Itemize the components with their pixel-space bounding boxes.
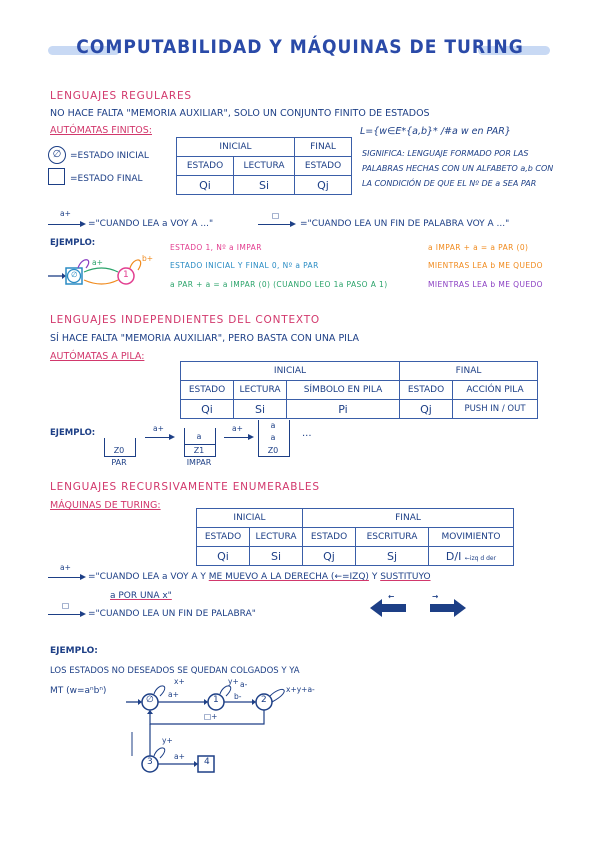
example-state0: ∅	[71, 270, 78, 279]
tm-read-rule-a: ="CUANDO LEA a VOY A Y	[88, 572, 206, 582]
example-state1: 1	[123, 270, 129, 280]
read-arrow	[48, 224, 84, 225]
table-cell	[429, 547, 514, 566]
stack-arrow-1	[145, 437, 173, 438]
tm-label-a: a+	[168, 690, 179, 699]
table-header: ESTADO	[197, 528, 250, 547]
tm-state-3: 3	[147, 757, 153, 767]
table-cell: Qi	[197, 547, 250, 566]
regular-example-label: EJEMPLO:	[50, 238, 96, 248]
tm-label-b: b-	[234, 692, 242, 701]
table-header: ESTADO	[295, 157, 352, 176]
tm-state-0: ∅	[146, 695, 154, 705]
tm-state-4: 4	[204, 757, 210, 767]
stack-1-caption: PAR	[111, 458, 127, 467]
table-header: ESTADO	[303, 528, 356, 547]
turing-machines-label: MÁQUINAS DE TURING:	[50, 500, 161, 511]
table-header: ESTADO	[177, 157, 234, 176]
recursive-heading: LENGUAJES RECURSIVAMENTE ENUMERABLES	[50, 481, 320, 493]
initial-state-icon: ∅	[48, 146, 66, 164]
table-cell: Sj	[356, 547, 429, 566]
tm-example-line: LOS ESTADOS NO DESEADOS SE QUEDAN COLGADOS Y YA	[50, 666, 300, 676]
tm-label-x: x+	[174, 677, 185, 686]
note-1: ESTADO 1, Nº a IMPAR	[170, 243, 262, 252]
initial-state-label: =ESTADO INICIAL	[70, 151, 149, 161]
table-cell: Qj	[303, 547, 356, 566]
tm-read-arrow-label: a+	[60, 563, 71, 572]
table-cell: Si	[250, 547, 303, 566]
final-state-label: =ESTADO FINAL	[70, 174, 143, 184]
tm-read-arrow	[48, 577, 84, 578]
table-header: ESCRITURA	[356, 528, 429, 547]
table-group-final: FINAL	[295, 138, 352, 157]
table-cell: Qi	[181, 400, 234, 419]
stack-1-bottom: Z0	[113, 446, 125, 455]
table-group-initial: INICIAL	[197, 509, 303, 528]
table-group-final: FINAL	[400, 362, 538, 381]
tm-read-rule-b: ME MUEVO A LA DERECHA (←=IZQ)	[208, 572, 369, 582]
table-header: ACCIÓN PILA	[453, 381, 538, 400]
turing-table	[196, 508, 514, 566]
note-4: a IMPAR + a = a PAR (0)	[428, 243, 529, 252]
table-cell: Qi	[177, 176, 234, 195]
pushdown-table	[180, 361, 538, 419]
tm-label-y3: y+	[162, 736, 173, 745]
read-arrow-label: a+	[60, 209, 71, 218]
contextfree-intro: SÍ HACE FALTA "MEMORIA AUXILIAR", PERO BASTA CON UNA PILA	[50, 333, 359, 344]
pushdown-automata-label: AUTÓMATAS A PILA:	[50, 351, 145, 362]
page-title: COMPUTABILIDAD Y MÁQUINAS DE TURING	[76, 36, 524, 58]
end-arrow-label: □	[272, 211, 280, 220]
table-header: ESTADO	[400, 381, 453, 400]
end-rule-text: ="CUANDO LEA UN FIN DE PALABRA VOY A ..."	[300, 219, 510, 229]
example-loop-label: b+	[142, 254, 154, 263]
movement-note: ←izq d der	[464, 554, 497, 562]
left-arrow-label: ←	[388, 592, 395, 601]
tm-label-loop2: x+y+a-	[286, 685, 315, 694]
language-meaning: SIGNIFICA: LENGUAJE FORMADO POR LAS PALABRAS HECHAS CON UN ALFABETO a,b CON LA CONDICIÓN DE QUE EL Nº DE a SEA PAR	[362, 149, 554, 188]
tm-end-arrow-label: □	[62, 601, 70, 610]
table-cell: Qj	[400, 400, 453, 419]
note-6: MIENTRAS LEA b ME QUEDO	[428, 280, 543, 289]
table-group-final: FINAL	[303, 509, 514, 528]
table-header: ESTADO	[181, 381, 234, 400]
tm-end-rule: ="CUANDO LEA UN FIN DE PALABRA"	[88, 609, 256, 619]
table-header: LECTURA	[234, 157, 295, 176]
stack-2-divider	[184, 444, 216, 445]
table-header: SÍMBOLO EN PILA	[287, 381, 400, 400]
tm-label-a-minus: a-	[240, 680, 248, 689]
tm-label-y: y+	[228, 677, 239, 686]
tm-read-rule-d: SUSTITUYO	[380, 572, 431, 582]
tm-read-rule	[88, 572, 431, 582]
tm-end-arrow	[48, 614, 84, 615]
end-arrow	[258, 224, 294, 225]
stack-arrow-1-label: a+	[153, 424, 164, 433]
table-cell: Qj	[295, 176, 352, 195]
final-state-icon	[48, 168, 65, 185]
finite-automata-label: AUTÓMATAS FINITOS:	[50, 125, 152, 136]
stack-3-bottom: Z0	[267, 446, 279, 455]
example-arc-label: a+	[92, 258, 103, 267]
left-right-arrows	[368, 596, 468, 620]
table-cell: Si	[234, 400, 287, 419]
stack-2-top: a	[196, 432, 202, 441]
table-header: MOVIMIENTO	[429, 528, 514, 547]
language-definition: L={w∈E*{a,b}* /#a w en PAR}	[360, 126, 511, 137]
stack-3-top: a	[270, 421, 276, 430]
table-header: LECTURA	[250, 528, 303, 547]
tm-state-1: 1	[213, 695, 219, 705]
stack-continuation: ...	[302, 428, 312, 439]
table-cell: Pi	[287, 400, 400, 419]
table-cell: Si	[234, 176, 295, 195]
movement-value: D/I	[445, 549, 462, 563]
right-arrow-label: →	[432, 592, 439, 601]
tm-label-a3: a+	[174, 752, 185, 761]
note-5: MIENTRAS LEA b ME QUEDO	[428, 261, 543, 270]
regular-heading: LENGUAJES REGULARES	[50, 90, 192, 102]
table-header: LECTURA	[234, 381, 287, 400]
table-group-initial: INICIAL	[177, 138, 295, 157]
tm-state-2: 2	[261, 695, 267, 705]
note-2: ESTADO INICIAL Y FINAL 0, Nº a PAR	[170, 261, 319, 270]
table-group-initial: INICIAL	[181, 362, 400, 381]
tm-label-blank: □+	[204, 712, 218, 721]
tm-read-rule-c: Y	[371, 572, 378, 582]
read-rule-text: ="CUANDO LEA a VOY A ..."	[88, 219, 214, 229]
stack-arrow-2-label: a+	[232, 424, 243, 433]
note-3: a PAR + a = a IMPAR (0) (CUANDO LEO 1a PASO A 1)	[170, 280, 388, 289]
stack-2-caption: IMPAR	[186, 458, 212, 467]
stack-arrow-2	[224, 437, 252, 438]
regular-intro: NO HACE FALTA "MEMORIA AUXILIAR", SOLO UN CONJUNTO FINITO DE ESTADOS	[50, 108, 430, 119]
stack-2-bottom: Z1	[193, 446, 205, 455]
tm-example-mt: MT (w=aⁿbⁿ)	[50, 686, 107, 696]
contextfree-heading: LENGUAJES INDEPENDIENTES DEL CONTEXTO	[50, 314, 320, 326]
tm-example-label: EJEMPLO:	[50, 646, 98, 656]
finite-automata-table	[176, 137, 352, 195]
contextfree-example-label: EJEMPLO:	[50, 428, 96, 438]
table-cell: PUSH IN / OUT	[453, 400, 538, 419]
stack-3-middle: a	[270, 433, 276, 442]
tm-read-rule-e: a POR UNA x"	[110, 591, 172, 601]
